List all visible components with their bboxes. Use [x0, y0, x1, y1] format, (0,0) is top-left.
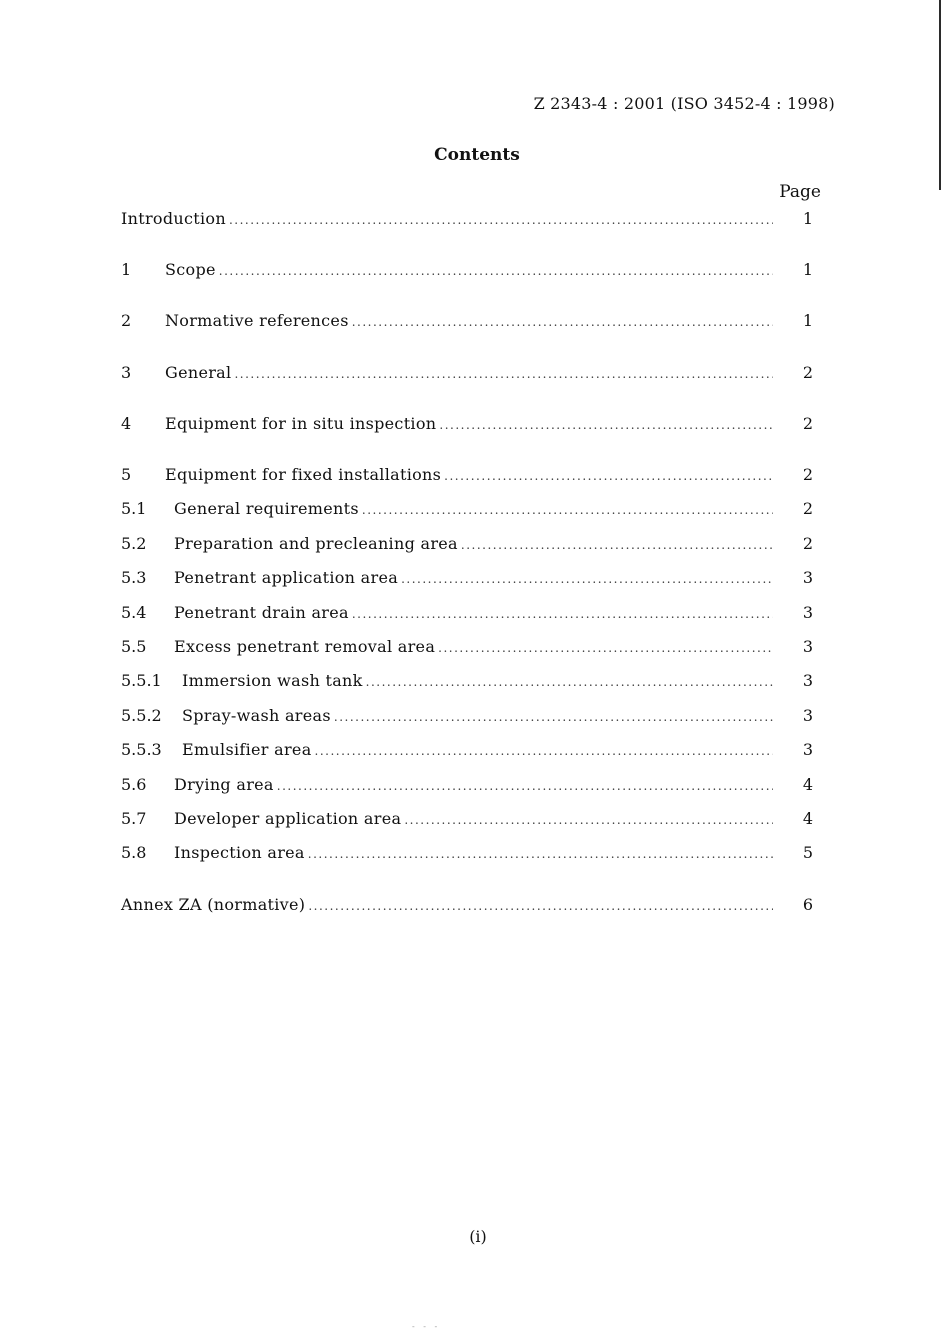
- dot-leader: [308, 899, 773, 913]
- dot-leader: [444, 469, 773, 483]
- toc-entry-title: Annex ZA (normative): [121, 895, 306, 914]
- dot-leader: [229, 213, 773, 227]
- toc-entry-drying-area[interactable]: [121, 775, 821, 799]
- toc-entry-spray-wash-areas[interactable]: [121, 706, 821, 730]
- toc-entry-annex-za[interactable]: [121, 895, 821, 919]
- toc-entry-title: Emulsifier area: [182, 740, 312, 759]
- document-code: Z 2343-4 : 2001 (ISO 3452-4 : 1998): [533, 94, 835, 113]
- dot-leader: [315, 744, 773, 758]
- toc-entry-number: 5.8: [121, 843, 147, 862]
- toc-entry-number: 5.2: [121, 534, 147, 553]
- toc-entry-in-situ-inspection[interactable]: [121, 414, 821, 438]
- toc-entry-title: General requirements: [174, 499, 359, 518]
- toc-entry-page: 2: [802, 363, 813, 382]
- toc-entry-page: 1: [802, 311, 813, 330]
- toc-entry-immersion-wash-tank[interactable]: [121, 671, 821, 695]
- toc-entry-page: 4: [802, 775, 813, 794]
- toc-entry-number: 5.4: [121, 603, 147, 622]
- dot-leader: [461, 538, 773, 552]
- dot-leader: [362, 503, 773, 517]
- dot-leader: [352, 315, 773, 329]
- toc-entry-number: 5.7: [121, 809, 147, 828]
- toc-entry-number: 4: [121, 414, 132, 433]
- scan-specks: - - -: [412, 1322, 441, 1331]
- toc-entry-page: 3: [802, 603, 813, 622]
- toc-entry-page: 2: [802, 465, 813, 484]
- toc-entry-title: Penetrant application area: [174, 568, 399, 587]
- toc-entry-number: 3: [121, 363, 132, 382]
- toc-entry-title: Normative references: [165, 311, 349, 330]
- toc-entry-page: 2: [802, 499, 813, 518]
- toc-entry-inspection-area[interactable]: [121, 843, 821, 867]
- toc-entry-title: General: [165, 363, 232, 382]
- toc-entry-penetrant-drain[interactable]: [121, 603, 821, 627]
- toc-entry-penetrant-application[interactable]: [121, 568, 821, 592]
- toc-entry-title: Preparation and precleaning area: [174, 534, 458, 553]
- toc-entry-page: 1: [802, 209, 813, 228]
- toc-entry-general[interactable]: [121, 363, 821, 387]
- toc-entry-title: Spray-wash areas: [182, 706, 331, 725]
- toc-entry-page: 1: [802, 260, 813, 279]
- dot-leader: [334, 710, 773, 724]
- toc-entry-page: 6: [802, 895, 813, 914]
- dot-leader: [234, 367, 773, 381]
- toc-entry-scope[interactable]: [121, 260, 821, 284]
- toc-entry-introduction[interactable]: [121, 209, 821, 233]
- toc-entry-page: 4: [802, 809, 813, 828]
- toc-entry-page: 3: [802, 706, 813, 725]
- dot-leader: [438, 641, 773, 655]
- toc-entry-number: 5.3: [121, 568, 147, 587]
- toc-entry-number: 5.5.2: [121, 706, 162, 725]
- toc-entry-title: Inspection area: [174, 843, 305, 862]
- toc-entry-number: 5: [121, 465, 132, 484]
- toc-entry-title: Introduction: [121, 209, 226, 228]
- dot-leader: [401, 572, 773, 586]
- toc-entry-page: 5: [802, 843, 813, 862]
- page-column-label: Page: [779, 182, 821, 202]
- dot-leader: [366, 675, 773, 689]
- toc-entry-excess-removal[interactable]: [121, 637, 821, 661]
- toc-entry-number: 5.1: [121, 499, 147, 518]
- toc-entry-normative-references[interactable]: [121, 311, 821, 335]
- toc-entry-title: Equipment for fixed installations: [165, 465, 442, 484]
- toc-entry-fixed-installations[interactable]: [121, 465, 821, 489]
- toc-entry-general-requirements[interactable]: [121, 499, 821, 523]
- contents-title: Contents: [434, 145, 520, 165]
- dot-leader: [404, 813, 773, 827]
- dot-leader: [308, 847, 773, 861]
- toc-entry-title: Scope: [165, 260, 216, 279]
- toc-entry-number: 5.5.3: [121, 740, 162, 759]
- dot-leader: [219, 264, 773, 278]
- toc-entry-title: Developer application area: [174, 809, 402, 828]
- dot-leader: [439, 418, 773, 432]
- dot-leader: [352, 607, 773, 621]
- toc-entry-title: Equipment for in situ inspection: [165, 414, 437, 433]
- toc-entry-number: 1: [121, 260, 132, 279]
- toc-entry-developer-application[interactable]: [121, 809, 821, 833]
- toc-entry-number: 5.6: [121, 775, 147, 794]
- toc-entry-page: 2: [802, 414, 813, 433]
- toc-entry-title: Immersion wash tank: [182, 671, 363, 690]
- toc-entry-title: Excess penetrant removal area: [174, 637, 436, 656]
- toc-entry-page: 3: [802, 637, 813, 656]
- toc-entry-title: Drying area: [174, 775, 274, 794]
- toc-entry-precleaning-area[interactable]: [121, 534, 821, 558]
- toc-entry-title: Penetrant drain area: [174, 603, 349, 622]
- footer-page-number: (i): [469, 1227, 487, 1246]
- toc-entry-page: 2: [802, 534, 813, 553]
- toc-entry-page: 3: [802, 740, 813, 759]
- toc-entry-page: 3: [802, 568, 813, 587]
- dot-leader: [277, 779, 773, 793]
- toc-entry-number: 5.5.1: [121, 671, 162, 690]
- toc-entry-number: 2: [121, 311, 132, 330]
- toc-entry-number: 5.5: [121, 637, 147, 656]
- toc-entry-emulsifier-area[interactable]: [121, 740, 821, 764]
- toc-entry-page: 3: [802, 671, 813, 690]
